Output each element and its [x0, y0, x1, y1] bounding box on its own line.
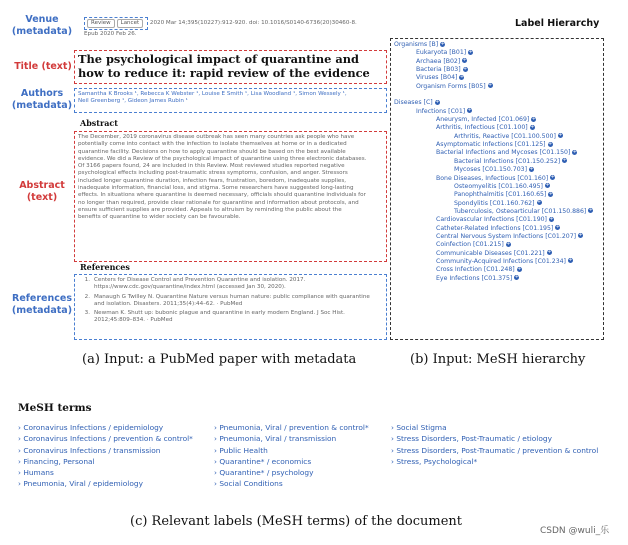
- chevron-right-icon: ›: [214, 445, 220, 455]
- tree-node-label: Aneurysm, Infected [C01.069]: [436, 116, 530, 124]
- tree-node-label: Arthritis, Reactive [C01.100.500]: [454, 132, 556, 140]
- abstract-text: [78, 134, 383, 222]
- mesh-column-2: [214, 422, 369, 490]
- abstract-heading: Abstract: [80, 118, 118, 128]
- mesh-term[interactable]: [214, 422, 369, 433]
- chevron-right-icon: ›: [214, 423, 220, 432]
- mesh-term-label: Pneumonia, Viral / transmission: [219, 434, 337, 444]
- tree-node-label: Eye Infections [C01.375]: [436, 274, 513, 282]
- chevron-right-icon: ›: [391, 456, 397, 466]
- tree-node[interactable]: [394, 266, 600, 274]
- tree-node-label: Cross Infection [C01.248]: [436, 266, 515, 274]
- mesh-term[interactable]: [18, 456, 193, 467]
- mesh-term[interactable]: [391, 456, 598, 467]
- abstract-line: quarantine facility. Decisions on how to apply quarantine should be based on the best available: [78, 148, 346, 155]
- abstract-line: psychological effects including post-traumatic stress symptoms, confusion, and anger. Stressors: [78, 170, 348, 177]
- expand-plus-icon[interactable]: +: [578, 232, 583, 239]
- expand-plus-icon[interactable]: +: [558, 132, 563, 139]
- reference-text: [94, 277, 305, 292]
- references-label: [10, 293, 74, 317]
- mesh-term-label: Quarantine* / economics: [219, 456, 312, 466]
- reference-line[interactable]: https://www.cdc.gov/quarantine/index.html (accessed Jan 30, 2020).: [94, 284, 286, 291]
- expand-plus-icon[interactable]: +: [547, 140, 553, 147]
- mesh-term[interactable]: [214, 433, 369, 444]
- expand-plus-icon[interactable]: +: [547, 249, 552, 256]
- mesh-term[interactable]: [18, 422, 193, 433]
- paper-title: The psychological impact of quarantine and how to reduce it: rapid review of the evidence: [74, 50, 387, 84]
- abstract-line: included longer quarantine duration, infection fears, frustration, boredom, inadequate supplies,: [78, 177, 347, 184]
- abstract-label-line2: (text): [26, 192, 58, 203]
- authors-line-2[interactable]: Neil Greenberg ¹, Gideon James Rubin ¹: [78, 98, 188, 105]
- tree-node-label: Eukaryota [B01]: [416, 49, 467, 57]
- tree-node-label: Catheter-Related Infections [C01.195]: [436, 224, 554, 232]
- abstract-box: [74, 131, 387, 262]
- mesh-term[interactable]: [391, 445, 598, 456]
- chevron-right-icon: ›: [214, 434, 220, 444]
- tree-node[interactable]: [394, 175, 600, 183]
- tree-node-label: Cardiovascular Infections [C01.190]: [436, 216, 547, 224]
- tree-node-label: Archaea [B02]: [416, 57, 461, 65]
- mesh-term[interactable]: [214, 467, 369, 478]
- expand-plus-icon[interactable]: +: [506, 240, 511, 247]
- chevron-right-icon: ›: [18, 468, 24, 478]
- tree-node[interactable]: [394, 275, 600, 283]
- expand-plus-icon[interactable]: +: [550, 174, 555, 180]
- expand-plus-icon[interactable]: +: [517, 265, 522, 272]
- tree-node[interactable]: [394, 124, 600, 132]
- hierarchy-heading: Label Hierarchy: [515, 18, 600, 29]
- references-list: [78, 277, 383, 325]
- tree-node[interactable]: [394, 133, 600, 141]
- expand-plus-icon[interactable]: +: [459, 73, 465, 80]
- abstract-line: Of 3166 papers found, 24 are included in this Review. Most reviewed studies reported negative: [78, 163, 345, 170]
- chevron-right-icon: ›: [391, 445, 397, 455]
- abstract-line: The December, 2019 coronavirus disease outbreak has seen many countries ask people who have: [78, 134, 355, 140]
- tree-node[interactable]: [394, 58, 600, 66]
- tree-node[interactable]: [394, 158, 600, 166]
- tree-node[interactable]: [394, 241, 600, 249]
- mesh-term-label: Pneumonia, Viral / prevention & control*: [219, 423, 369, 432]
- expand-plus-icon[interactable]: +: [530, 123, 535, 130]
- expand-plus-icon[interactable]: +: [548, 190, 553, 197]
- mesh-term-label: Coronavirus Infections / epidemiology: [23, 423, 164, 432]
- expand-plus-icon[interactable]: +: [555, 224, 560, 231]
- tree-node-label: Community-Acquired Infections [C01.234]: [436, 257, 566, 265]
- tree-node[interactable]: [394, 99, 600, 107]
- mesh-term-label: Stress, Psychological*: [396, 456, 478, 466]
- tree-node-label: Spondylitis [C01.160.762]: [454, 199, 535, 207]
- abstract-line: ensure sufficient supplies are provided. Appeals to altruism by reminding the public about the: [78, 206, 342, 213]
- tree-node[interactable]: [394, 108, 600, 116]
- caption-b: (b) Input: MeSH hierarchy: [410, 352, 586, 367]
- abstract-line: no longer than required, provide clear rationale for quarantine and information about protocols, and: [78, 199, 359, 206]
- expand-plus-icon[interactable]: +: [468, 48, 473, 55]
- tree-node-label: Viruses [B04]: [416, 74, 458, 82]
- mesh-term-label: Quarantine* / psychology: [219, 468, 314, 478]
- tree-node-label: Bacteria [B03]: [416, 66, 461, 74]
- mesh-term[interactable]: [391, 433, 598, 444]
- mesh-term-label: Social Conditions: [219, 479, 283, 489]
- mesh-term-label: Financing, Personal: [23, 456, 95, 466]
- mesh-heading: MeSH terms: [18, 402, 92, 414]
- tree-node-label: Asymptomatic Infections [C01.125]: [436, 141, 546, 149]
- tree-node[interactable]: [394, 225, 600, 233]
- tree-node[interactable]: [394, 149, 600, 157]
- abstract-label: [10, 180, 74, 204]
- caption-c: (c) Relevant labels (MeSH terms) of the document: [130, 514, 462, 529]
- authors-label-line1: Authors: [20, 88, 64, 99]
- tree-node-label: Osteomyelitis [C01.160.495]: [454, 182, 543, 190]
- expand-plus-icon[interactable]: +: [549, 215, 554, 222]
- tree-node-label: Organism Forms [B05]: [416, 82, 486, 90]
- expand-plus-icon[interactable]: +: [467, 107, 472, 114]
- mesh-term[interactable]: [18, 478, 193, 489]
- mesh-term[interactable]: [214, 478, 369, 489]
- mesh-term-label: Coronavirus Infections / transmission: [23, 445, 161, 455]
- expand-plus-icon[interactable]: +: [572, 148, 577, 155]
- lancet-button[interactable]: Lancet: [117, 19, 144, 28]
- venue-label-line2: (metadata): [11, 26, 73, 37]
- reference-number: 1.: [84, 277, 90, 283]
- abstract-line: effects. In situations where quarantine is deemed necessary, officials should quarantine individuals for: [78, 192, 366, 199]
- references-box: [74, 274, 387, 340]
- venue-box: [84, 17, 148, 30]
- references-label-line2: (metadata): [11, 305, 73, 316]
- chevron-right-icon: ›: [18, 434, 24, 444]
- reference-item: [78, 294, 383, 309]
- chevron-right-icon: ›: [18, 423, 24, 432]
- expand-plus-icon[interactable]: +: [488, 82, 493, 89]
- reference-number: 3.: [84, 310, 90, 317]
- tree-node[interactable]: [394, 166, 600, 174]
- expand-plus-icon[interactable]: +: [440, 40, 445, 47]
- tree-node[interactable]: [394, 233, 600, 241]
- expand-plus-icon[interactable]: +: [514, 274, 519, 281]
- authors-box: [74, 88, 387, 113]
- reference-item: [78, 310, 383, 325]
- expand-plus-icon[interactable]: +: [588, 207, 593, 214]
- expand-plus-icon[interactable]: +: [463, 65, 468, 72]
- reference-line[interactable]: Centers for Disease Control and Prevention Quarantine and isolation. 2017.: [94, 277, 306, 283]
- expand-plus-icon[interactable]: +: [545, 182, 550, 189]
- expand-plus-icon[interactable]: +: [536, 199, 542, 206]
- chevron-right-icon: ›: [18, 445, 24, 455]
- venue-label-line1: Venue: [25, 14, 59, 25]
- caption-a: (a) Input: a PubMed paper with metadata: [82, 352, 357, 367]
- tree-node[interactable]: [394, 183, 600, 191]
- tree-node-label: Tuberculosis, Osteoarticular [C01.150.886]: [454, 207, 587, 215]
- reference-line[interactable]: and isolation. Disasters. 2011;35(4):44–62. · PubMed: [94, 300, 243, 307]
- abstract-line: evidence. We did a Review of the psychological impact of quarantine using three electronic databases.: [78, 155, 367, 162]
- chevron-right-icon: ›: [214, 456, 220, 466]
- mesh-term[interactable]: [18, 433, 193, 444]
- reference-line[interactable]: Newman K. Shutt up: bubonic plague and quarantine in early modern England. J Soc Hist.: [94, 310, 345, 317]
- reference-text: [94, 310, 345, 325]
- mesh-term-label: Stress Disorders, Post-Traumatic / prevention & control: [396, 445, 599, 455]
- reference-item: [78, 277, 383, 292]
- expand-plus-icon[interactable]: +: [435, 98, 440, 105]
- mesh-term[interactable]: [18, 467, 193, 478]
- authors-label-line2: (metadata): [11, 100, 73, 111]
- abstract-label-line1: Abstract: [19, 180, 65, 191]
- watermark: CSDN @wuli_乐: [540, 526, 610, 536]
- tree-node[interactable]: [394, 216, 600, 224]
- venue-citation: 2020 Mar 14;395(10227):912-920. doi: 10.1016/S0140-6736(20)30460-8.: [149, 20, 357, 26]
- mesh-term-label: Pneumonia, Viral / epidemiology: [23, 479, 143, 489]
- mesh-term-label: Stress Disorders, Post-Traumatic / etiology: [396, 434, 552, 444]
- references-heading: References: [80, 262, 130, 272]
- mesh-column-3: [391, 422, 598, 467]
- tree-node-label: Central Nervous System Infections [C01.207]: [436, 232, 577, 240]
- tree-node-label: Communicable Diseases [C01.221]: [436, 249, 545, 257]
- tree-node-label: Coinfection [C01.215]: [436, 241, 504, 249]
- venue-row: [84, 17, 384, 30]
- abstract-line: inadequate information, financial loss, and stigma. Some researchers have suggested long-lasting: [78, 185, 354, 192]
- references-label-line1: References: [12, 293, 72, 304]
- tree-node-label: Infections [C01]: [416, 107, 466, 115]
- tree-node-label: Bone Diseases, Infectious [C01.160]: [436, 174, 549, 182]
- authors-label: [10, 88, 74, 112]
- mesh-term[interactable]: [18, 445, 193, 456]
- hierarchy-box: [390, 38, 604, 340]
- tree-node[interactable]: [394, 200, 600, 208]
- authors-line-1[interactable]: Samantha K Brooks ¹, Rebecca K Webster ¹, Louise E Smith ¹, Lisa Woodland ¹, Simon Wessely ¹,: [78, 91, 347, 97]
- tree-node-label: Diseases [C]: [394, 99, 433, 107]
- reference-line[interactable]: 2012;45:809–834. · PubMed: [94, 317, 173, 324]
- tree-node[interactable]: [394, 74, 600, 82]
- mesh-term[interactable]: [391, 422, 598, 433]
- abstract-line: benefits of quarantine to wider society can be favourable.: [78, 214, 241, 221]
- title-label: Title (text): [14, 61, 72, 72]
- reference-number: 2.: [84, 293, 90, 300]
- expand-plus-icon[interactable]: +: [531, 115, 536, 122]
- chevron-right-icon: ›: [391, 423, 397, 432]
- tree-node-label: Mycoses [C01.150.703]: [454, 166, 527, 174]
- mesh-term-label: Public Health: [219, 445, 268, 455]
- chevron-right-icon: ›: [18, 456, 24, 466]
- tree-node-label: Arthritis, Infectious [C01.100]: [436, 124, 528, 132]
- chevron-right-icon: ›: [214, 479, 220, 489]
- tree-node[interactable]: [394, 191, 600, 199]
- tree-node-label: Organisms [B]: [394, 41, 439, 48]
- mesh-term-label: Social Stigma: [396, 423, 447, 432]
- hierarchy-tree: [391, 39, 603, 285]
- expand-plus-icon[interactable]: +: [529, 165, 534, 172]
- venue-label: [10, 14, 74, 38]
- expand-plus-icon[interactable]: +: [562, 157, 567, 164]
- abstract-line: potentially come into contact with the infection to isolate themselves at home or in a dedicated: [78, 141, 347, 148]
- epub-date: Epub 2020 Feb 26.: [84, 31, 137, 37]
- chevron-right-icon: ›: [391, 434, 397, 444]
- mesh-term-label: Coronavirus Infections / prevention & control*: [23, 434, 193, 444]
- mesh-term[interactable]: [214, 445, 369, 456]
- chevron-right-icon: ›: [214, 468, 220, 478]
- tree-node[interactable]: [394, 49, 600, 57]
- tree-node[interactable]: [394, 83, 600, 91]
- mesh-term[interactable]: [214, 456, 369, 467]
- mesh-column-1: [18, 422, 193, 490]
- tree-node-label: Bacterial Infections [C01.150.252]: [454, 157, 561, 165]
- tree-node-label: Panophthalmitis [C01.160.65]: [454, 191, 547, 199]
- expand-plus-icon[interactable]: +: [462, 57, 467, 64]
- tree-node-label: Bacterial Infections and Mycoses [C01.150]: [436, 149, 571, 157]
- reference-text: [94, 294, 370, 309]
- review-button[interactable]: Review: [87, 19, 115, 28]
- expand-plus-icon[interactable]: +: [568, 257, 573, 264]
- tree-node[interactable]: [394, 208, 600, 216]
- reference-line[interactable]: Manaugh G Twilley N. Quarantine Nature versus human nature: public compliance with quarantine: [94, 293, 370, 300]
- chevron-right-icon: ›: [18, 479, 24, 489]
- mesh-term-label: Humans: [23, 468, 54, 478]
